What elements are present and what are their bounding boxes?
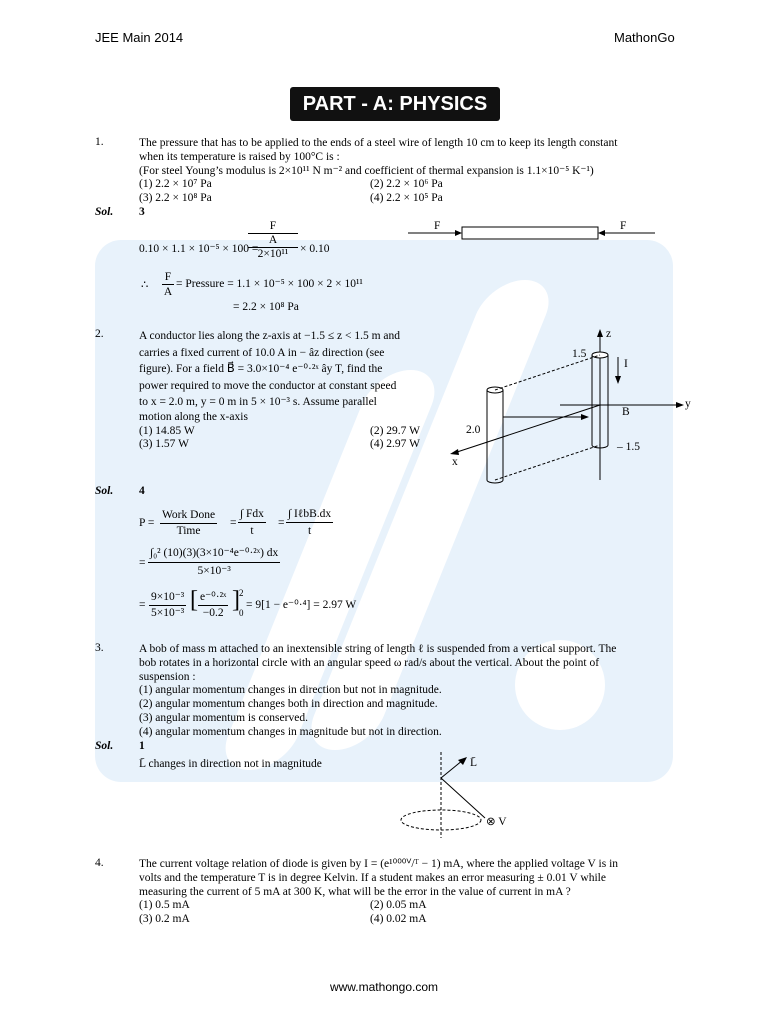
conductor-figure — [440, 325, 700, 490]
question-text: A conductor lies along the z-axis at −1.5 ≤ z < 1.5 m and carries a fixed current of 10.0 A in − âz direction (see figure). For a field B⃗ = 3.0×10⁻⁴ e⁻⁰·²ˣ ây T, find the power required to move the conductor at constant speed to x = 2.0 m, y = 0 m in 5 × 10⁻³ s. Assume parallel motion along the x-axis — [139, 330, 401, 423]
equation-fraction: e⁻⁰·²ˣ −0.2 — [200, 591, 227, 619]
position-label: – 1.5 — [617, 441, 640, 453]
limit-upper: 2 — [239, 588, 244, 598]
angular-momentum-label: L̄ — [470, 757, 478, 769]
bracket: ] — [232, 587, 240, 613]
option-2: (2) 0.05 mA — [370, 899, 427, 911]
axis-label-z: z — [606, 328, 612, 340]
axis-label-x: x — [452, 456, 458, 468]
option-2: (2) angular momentum changes both in direction and magnitude. — [139, 698, 438, 710]
equation: 0.10 × 1.1 × 10⁻⁵ × 100 = — [139, 243, 259, 255]
equation: = Pressure = 1.1 × 10⁻⁵ × 100 × 2 × 10¹¹ — [176, 278, 363, 290]
option-1: (1) angular momentum changes in direction but not in magnitude. — [139, 684, 442, 696]
solution-answer: 1 — [139, 740, 145, 752]
option-2: (2) 29.7 W — [370, 425, 420, 437]
option-1: (1) 2.2 × 10⁷ Pa — [139, 178, 212, 190]
limit-lower: 0 — [239, 608, 244, 618]
option-4: (4) 2.2 × 10⁵ Pa — [370, 192, 443, 204]
equation-fraction: ∫ Fdx t — [240, 508, 264, 537]
header-brand: MathonGo — [614, 30, 675, 45]
velocity-label: ⊗ V — [486, 816, 507, 828]
question-number: 1. — [95, 136, 104, 148]
equation-fraction: ∫₀² (10)(3)(3×10⁻⁴e⁻⁰·²ˣ) dx 5×10⁻³ — [150, 547, 279, 577]
field-label: B — [622, 406, 630, 418]
equation-fraction: F A — [163, 271, 173, 298]
equation-fraction: F A 2×10¹¹ — [248, 220, 298, 261]
solution-label: Sol. — [95, 485, 114, 497]
option-1: (1) 14.85 W — [139, 425, 195, 437]
page-title: PART - A: PHYSICS — [290, 87, 500, 121]
solution-text: L̄ changes in direction not in magnitude — [139, 758, 322, 770]
option-1: (1) 0.5 mA — [139, 899, 190, 911]
equation: = 2.2 × 10⁸ Pa — [233, 301, 299, 313]
solution-answer: 3 — [139, 206, 145, 218]
header-exam-name: JEE Main 2014 — [95, 30, 184, 45]
option-4: (4) angular momentum changes in magnitude but not in direction. — [139, 726, 442, 738]
axis-label-y: y — [685, 398, 691, 410]
question-number: 2. — [95, 328, 104, 340]
question-text: The pressure that has to be applied to the ends of a steel wire of length 10 cm to keep its length constant when its temperature is raised by 100°C is : (For steel Young’s modulus is 2×10¹¹ N m⁻² and coefficient of thermal expansion is 1.1×10⁻⁵ K⁻¹) — [139, 137, 618, 177]
footer-url[interactable]: www.mathongo.com — [329, 980, 439, 994]
option-3: (3) angular momentum is conserved. — [139, 712, 308, 724]
equals-sign: = — [139, 599, 146, 611]
option-4: (4) 2.97 W — [370, 438, 420, 450]
position-label: 1.5 — [572, 348, 587, 360]
position-label: 2.0 — [466, 424, 481, 436]
question-number: 3. — [95, 642, 104, 654]
question-text: The current voltage relation of diode is given by I = (e¹⁰⁰⁰ⱽ/ᵀ − 1) mA, where the applied voltage V is in volts and the temperature T is in degree Kelvin. If a student makes an error measuring ± 0.01 V while measuring the current of 5 mA at 300 K, what will be the error in the value of current in mA ? — [139, 858, 619, 898]
option-3: (3) 1.57 W — [139, 438, 189, 450]
bracket: [ — [190, 587, 198, 613]
equals-sign: = — [278, 517, 285, 529]
option-3: (3) 2.2 × 10⁸ Pa — [139, 192, 212, 204]
equation: P = — [139, 517, 155, 529]
therefore-symbol: ∴ — [141, 279, 149, 291]
option-2: (2) 2.2 × 10⁶ Pa — [370, 178, 443, 190]
option-4: (4) 0.02 mA — [370, 913, 427, 925]
solution-answer: 4 — [139, 485, 145, 497]
question-number: 4. — [95, 857, 104, 869]
solution-label: Sol. — [95, 206, 114, 218]
equation: × 0.10 — [300, 243, 330, 255]
equals-sign: = — [230, 517, 237, 529]
equals-sign: = — [139, 557, 146, 569]
equation-fraction: 9×10⁻³ 5×10⁻³ — [151, 591, 185, 619]
option-3: (3) 0.2 mA — [139, 913, 190, 925]
solution-label: Sol. — [95, 740, 114, 752]
force-label: F — [434, 220, 441, 232]
equation-fraction: Work Done Time — [162, 509, 216, 537]
current-label: I — [624, 358, 628, 370]
force-label: F — [620, 220, 627, 232]
equation: = 9[1 − e⁻⁰·⁴] = 2.97 W — [246, 599, 357, 611]
equation-fraction: ∫ IℓbB.dx t — [288, 508, 332, 537]
question-text: A bob of mass m attached to an inextensible string of length ℓ is suspended from a vertical support. The bob rotates in a horizontal circle with an angular speed ω rad/s about the vertical. About the point of suspension : — [139, 643, 617, 683]
